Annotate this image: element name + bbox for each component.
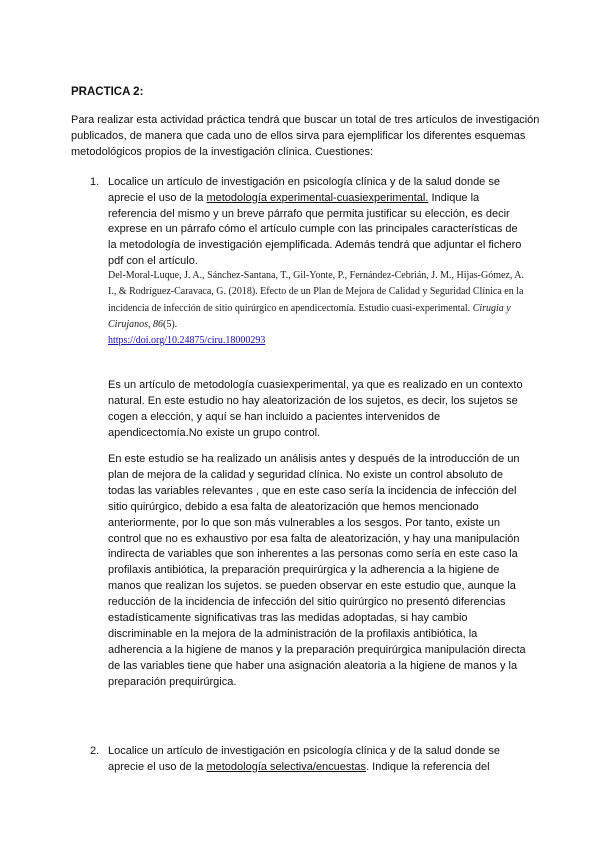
- reference-doi-link[interactable]: https://doi.org/10.24875/ciru.18000293: [108, 335, 266, 347]
- reference-sep: ,: [148, 318, 154, 330]
- item-1-text-after: Indique la referencia del mismo y un breve párrafo que permita justificar su elección, es decir exprese en un párrafo cómo el artículo cumple con las principales características de la metodología de investigación ejemplificada. Además tendrá que adjuntar el fichero pdf con el artículo.: [108, 191, 522, 267]
- reference-volume: 86: [153, 318, 164, 330]
- page-title: PRACTICA 2:: [71, 86, 144, 98]
- item-1-method: metodología experimental-cuasiexperimental.: [206, 191, 429, 204]
- item-2-text-after: . Indique la referencia del: [366, 760, 490, 773]
- intro-paragraph: Para realizar esta actividad práctica tendrá que buscar un total de tres artículos de investigación publicados, de manera que cada uno de ellos sirva para ejemplificar los diferentes esquemas metodológicos propios de la investigación clínica. Cuestiones:: [71, 114, 540, 158]
- item-2-text: [108, 744, 528, 776]
- reference-authors: Del-Moral-Luque, J. A., Sánchez-Santana, T., Gil-Yonte, P., Fernández-Cebrián, J. M., Hijas-Gómez, A. I., & Rodríguez-Caravaca, G. (2018). Efecto de un Plan de Mejora de Calidad y Seguridad Clínica en la incidencia de infección de sitio quirúrgico en apendicectomía. Estudio cuasi-experimental.: [108, 270, 525, 314]
- item-1-text-before: Localice un artículo de investigación en psicología clínica y de la salud donde se aprecie el uso de la: [108, 176, 500, 204]
- item-2-method: metodología selectiva/encuestas: [206, 760, 367, 773]
- justification-paragraph-1: Es un artículo de metodología cuasiexperimental, ya que es realizado en un contexto natural. En este estudio no hay aleatorización de los sujetos, es decir, los sujetos se cogen a elección, y aquí se han incluido a pacientes intervenidos de apendicectomía.No existe un grupo control.: [108, 379, 523, 439]
- justification-paragraph-2: En este estudio se ha realizado un análisis antes y después de la introducción de un plan de mejora de la calidad y seguridad clínica. No existe un control absoluto de todas las variables relevantes , que en este caso sería la incidencia de infección del sitio quirúrgico, debido a esa falta de aleatorización que hemos mencionado anteriormente, por lo que son más vulnerables a los sesgos. Por tanto, existe un control que no es exhaustivo por esa falta de aleatorización, y hay una manipulación indirecta de variables que son inherentes a las personas como sería en este caso la profilaxis antibiótica, la preparación prequirúrgica y la adherencia a la higiene de manos que realizan los sujetos. se pueden observar en este estudio que, aunque la reducción de la incidencia de infección del sitio quirúrgico no presentó diferencias estadísticamente significativas tras las medidas adoptadas, si hay cambio discriminable en la mejora de la administración de la profilaxis antibiótica, la adherencia a la higiene de manos y la preparación prequirúrgica manipulación directa de las variables tiene que haber una asignación aleatoria a la higiene de manos y la preparación prequirúrgica.: [108, 453, 526, 688]
- reference-journal: Cirugia y Cirujanos: [108, 302, 511, 330]
- item-1-text: [108, 175, 528, 270]
- reference-issue: (5).: [163, 318, 178, 330]
- item-2-number: 2.: [90, 745, 100, 757]
- item-1-number: 1.: [90, 176, 100, 188]
- article-reference: [108, 268, 528, 349]
- item-2-text-before: Localice un artículo de investigación en psicología clínica y de la salud donde se aprecie el uso de la: [108, 745, 500, 773]
